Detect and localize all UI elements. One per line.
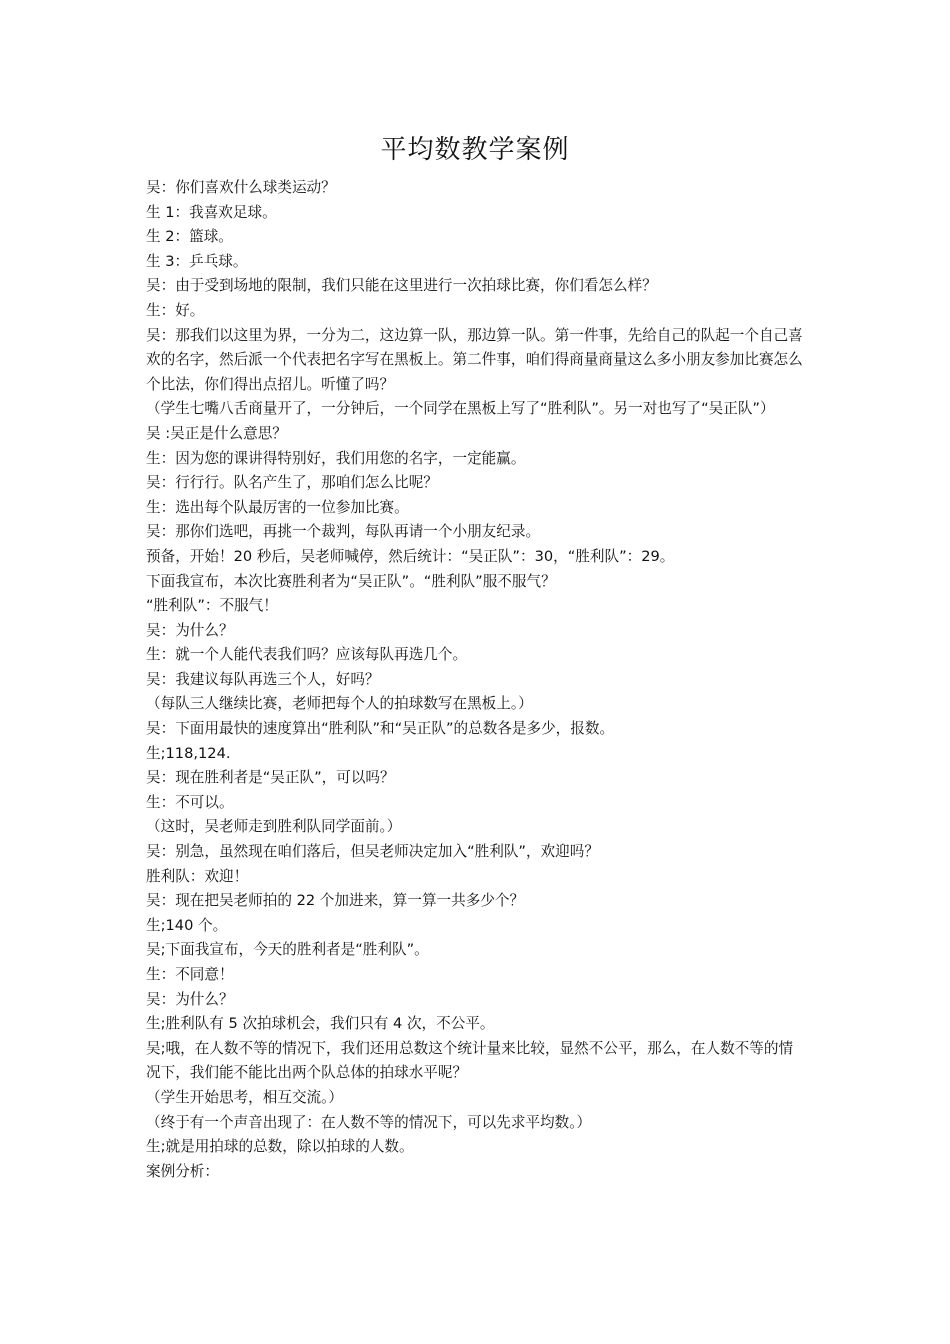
paragraph: （每队三人继续比赛，老师把每个人的拍球数写在黑板上。） — [146, 695, 533, 713]
paragraph: 生 1：我喜欢足球。 — [146, 203, 277, 221]
paragraph: 吴：为什么？ — [146, 621, 234, 639]
paragraph: “胜利队”：不服气！ — [146, 597, 278, 615]
paragraph: 吴：现在把吴老师拍的 22 个加进来，算一算一共多少个？ — [146, 892, 525, 910]
paragraph: 生：好。 — [146, 301, 205, 319]
document-body — [146, 176, 806, 1184]
paragraph: （终于有一个声音出现了：在人数不等的情况下，可以先求平均数。） — [146, 1113, 592, 1131]
paragraph: 生：不可以。 — [146, 793, 234, 811]
paragraph: 吴：现在胜利者是“吴正队”，可以吗？ — [146, 769, 395, 787]
paragraph: 生;118,124. — [146, 744, 231, 762]
paragraph: 吴：那你们选吧，再挑一个裁判，每队再请一个小朋友纪录。 — [146, 523, 541, 541]
paragraph: 吴：为什么？ — [146, 990, 234, 1008]
paragraph: 胜利队：欢迎！ — [146, 867, 249, 885]
paragraph: 生：因为您的课讲得特别好，我们用您的名字，一定能赢。 — [146, 449, 526, 467]
paragraph: 吴：别急，虽然现在咱们落后，但吴老师决定加入“胜利队”，欢迎吗？ — [146, 843, 599, 861]
paragraph: 吴;哦，在人数不等的情况下，我们还用总数这个统计量来比较，显然不公平，那么，在人数不等的情况下，我们能不能比出两个队总体的拍球水平呢？ — [146, 1039, 794, 1082]
paragraph: （学生开始思考，相互交流。） — [146, 1088, 344, 1106]
paragraph: 吴：那我们以这里为界，一分为二，这边算一队，那边算一队。第一件事，先给自己的队起一个自己喜欢的名字，然后派一个代表把名字写在黑板上。第二件事，咱们得商量商量这么多小朋友参加比赛怎么个比法，你们得出点招儿。听懂了吗？ — [146, 326, 803, 393]
paragraph: 生：不同意！ — [146, 966, 234, 983]
paragraph: 吴 :吴正是什么意思？ — [146, 424, 287, 442]
paragraph: 生;胜利队有 5 次拍球机会，我们只有 4 次，不公平。 — [146, 1015, 495, 1033]
paragraph: 吴：下面用最快的速度算出“胜利队”和“吴正队”的总数各是多少，报数。 — [146, 720, 615, 738]
paragraph: （这时，吴老师走到胜利队同学面前。） — [146, 818, 402, 836]
paragraph: 下面我宣布，本次比赛胜利者为“吴正队”。“胜利队”服不服气？ — [146, 572, 556, 590]
paragraph: 预备，开始！20 秒后，吴老师喊停，然后统计：“吴正队”：30，“胜利队”：29。 — [146, 547, 675, 565]
paragraph: 吴;下面我宣布，今天的胜利者是“胜利队”。 — [146, 941, 429, 959]
paragraph: 吴：由于受到场地的限制，我们只能在这里进行一次拍球比赛，你们看怎么样？ — [146, 277, 657, 295]
document-title: 平均数教学案例 — [380, 135, 570, 165]
paragraph: 生;就是用拍球的总数，除以拍球的人数。 — [146, 1138, 414, 1156]
paragraph: 生 2：篮球。 — [146, 228, 233, 246]
paragraph: 吴：你们喜欢什么球类运动？ — [146, 179, 336, 196]
paragraph: 吴：我建议每队再选三个人，好吗？ — [146, 670, 380, 688]
paragraph: 案例分析： — [146, 1162, 219, 1180]
paragraph: 生：选出每个队最厉害的一位参加比赛。 — [146, 498, 409, 516]
paragraph: 生：就一个人能代表我们吗？应该每队再选几个。 — [146, 646, 468, 664]
paragraph: 生;140 个。 — [146, 916, 228, 934]
paragraph: 吴：行行行。队名产生了，那咱们怎么比呢？ — [146, 474, 438, 492]
paragraph: 生 3：乒乓球。 — [146, 252, 248, 270]
paragraph: （学生七嘴八舌商量开了，一分钟后，一个同学在黑板上写了“胜利队”。另一对也写了“吴正队”） — [146, 400, 775, 418]
